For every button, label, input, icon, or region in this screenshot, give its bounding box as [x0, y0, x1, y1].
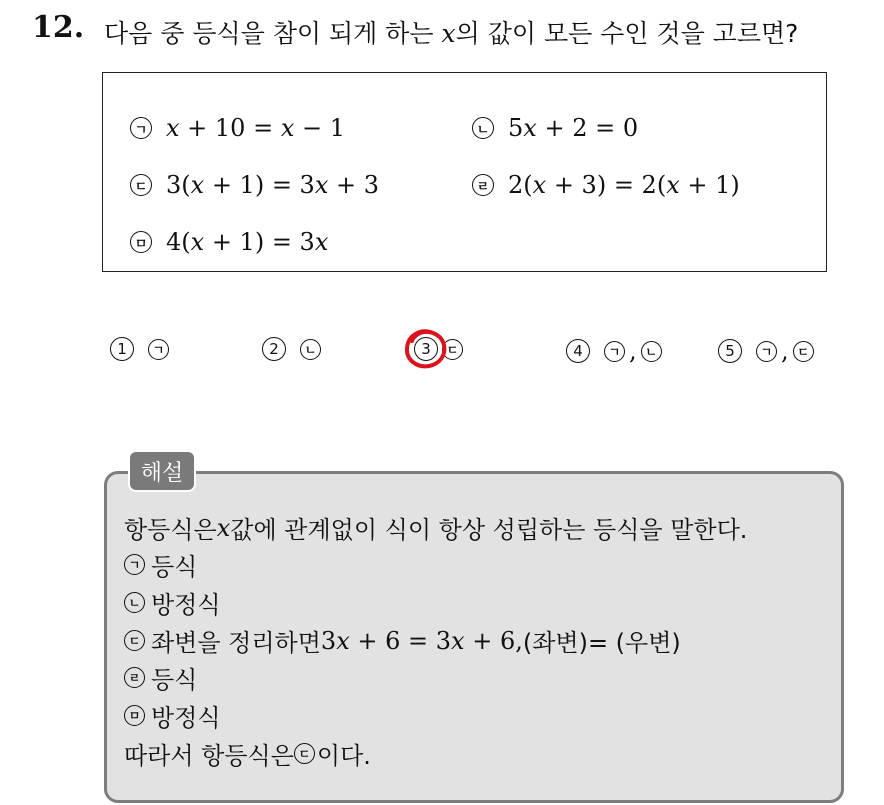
explanation-item-3: ㄷ 좌변을 정리하면 3x + 6 = 3x + 6, (좌변)= (우변) — [124, 623, 681, 658]
explanation-item-5: ㅁ 방정식 — [124, 698, 221, 733]
choice-2[interactable]: 2 ㄴ — [262, 337, 327, 361]
explanation-tag: 해설 — [128, 450, 196, 492]
box-item-1: ㄱ x + 10 = x − 1 — [130, 114, 345, 142]
choice-1[interactable]: 1 ㄱ — [110, 337, 175, 361]
choice-3[interactable]: 3 ㄷ — [414, 337, 469, 361]
explanation-conclusion: 따라서 항등식은 ㄷ 이다. — [124, 742, 371, 770]
box-item-2: ㄴ 5x + 2 = 0 — [472, 114, 638, 142]
explanation-line-1: 항등식은 x 값에 관계없이 식이 항상 성립하는 등식을 말한다. — [124, 513, 748, 544]
explanation-item-1: ㄱ 등식 — [124, 547, 197, 582]
box-item-4: ㄹ 2(x + 3) = 2(x + 1) — [472, 171, 740, 199]
question-number: 12. — [32, 10, 85, 45]
box-item-3: ㄷ 3(x + 1) = 3x + 3 — [130, 171, 379, 199]
box-item-5: ㅁ 4(x + 1) = 3x — [130, 228, 328, 256]
explanation-item-2: ㄴ 방정식 — [124, 585, 221, 620]
choice-5[interactable]: 5 ㄱ , ㄷ — [718, 337, 820, 365]
explanation-item-4: ㄹ 등식 — [124, 660, 197, 695]
choice-4[interactable]: 4 ㄱ , ㄴ — [566, 337, 668, 365]
question-text: 다음 중 등식을 참이 되게 하는 x의 값이 모든 수인 것을 고르면? — [104, 19, 799, 48]
